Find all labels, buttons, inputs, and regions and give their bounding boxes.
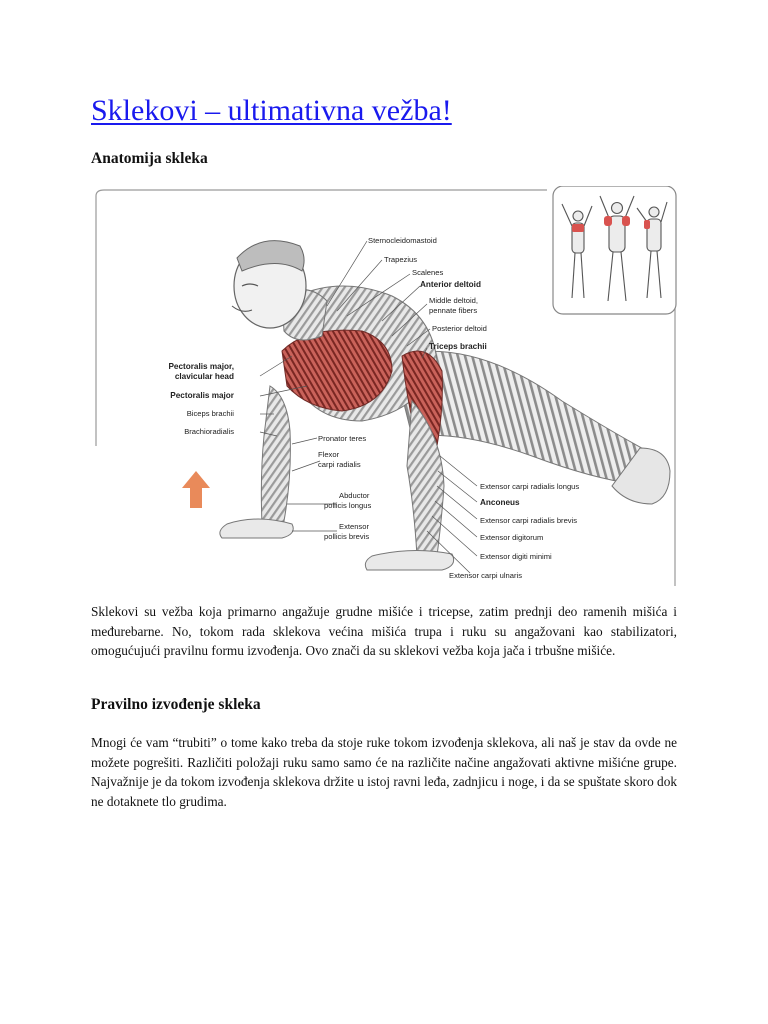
label-extensor-digiti-minimi: Extensor digiti minimi — [480, 552, 552, 561]
paragraph-anatomy: Sklekovi su vežba koja primarno angažuje grudne mišiće i tricepse, zatim prednji deo ramenih mišića i međurebarne. No, tokom rada sklekova većina mišića trupa i ruku su angažovani kao stabilizatori, omogućujući pravilnu formu izvođenja. Ovo znači da su sklekovi vežba koja jača i trbušne mišiće. — [91, 604, 677, 658]
label-posterior-deltoid: Posterior deltoid — [432, 324, 487, 333]
section-heading-anatomy: Anatomija skleka — [91, 150, 208, 167]
label-clavicular-head: clavicular head — [174, 372, 234, 381]
label-brachioradialis: Brachioradialis — [184, 427, 234, 436]
inset-muscle-figures — [553, 186, 676, 314]
label-ecrb: Extensor carpi radialis brevis — [480, 516, 578, 525]
label-abductor-pollicis-longus: pollicis longus — [324, 501, 372, 510]
pushup-anatomy-illustration — [92, 186, 677, 588]
label-anconeus: Anconeus — [480, 498, 520, 507]
label-middle-deltoid: Middle deltoid, — [429, 296, 478, 305]
label-extensor-pollicis-brevis: pollicis brevis — [324, 532, 370, 541]
label-ecrl: Extensor carpi radialis longus — [480, 482, 580, 491]
label-flexor: Flexor — [318, 450, 340, 459]
label-anterior-deltoid: Anterior deltoid — [420, 280, 481, 289]
label-trapezius: Trapezius — [384, 255, 418, 264]
label-flexor-carpi-radialis: carpi radialis — [318, 460, 361, 469]
paragraph-technique: Mnogi će vam “trubiti” o tome kako treba da stoje ruke tokom izvođenja sklekova, ali naš je stav da ovde ne možete pogrešiti. Različiti položaji ruku samo samo će na različite načine angažovati aktivne mišićne grupe. Najvažnije je da tokom izvođenja sklekova držite u istoj ravni leđa, zadnjicu i noge, i da se spuštate skoro dok ne dotaknete tlo grudima. — [91, 735, 678, 809]
label-extensor-digitorum: Extensor digitorum — [480, 533, 544, 542]
label-sternocleidomastoid: Sternocleidomastoid — [368, 236, 437, 245]
label-ecu: Extensor carpi ulnaris — [449, 571, 523, 580]
label-extensor: Extensor — [339, 522, 369, 531]
label-biceps-brachii: Biceps brachii — [186, 409, 234, 418]
label-triceps-brachii: Triceps brachii — [429, 342, 487, 351]
arrow-up-icon — [182, 471, 210, 508]
page-title-link[interactable]: Sklekovi – ultimativna vežba! — [91, 94, 452, 127]
section-heading-technique: Pravilno izvođenje skleka — [91, 696, 261, 713]
label-abductor: Abductor — [339, 491, 370, 500]
head-illustration — [232, 241, 306, 328]
label-pectoralis-major-clavicular: Pectoralis major, — [168, 362, 234, 371]
label-pronator-teres: Pronator teres — [318, 434, 367, 443]
label-pectoralis-major: Pectoralis major — [170, 391, 234, 400]
label-middle-deltoid-fibers: pennate fibers — [429, 306, 478, 315]
label-scalenes: Scalenes — [412, 268, 444, 277]
